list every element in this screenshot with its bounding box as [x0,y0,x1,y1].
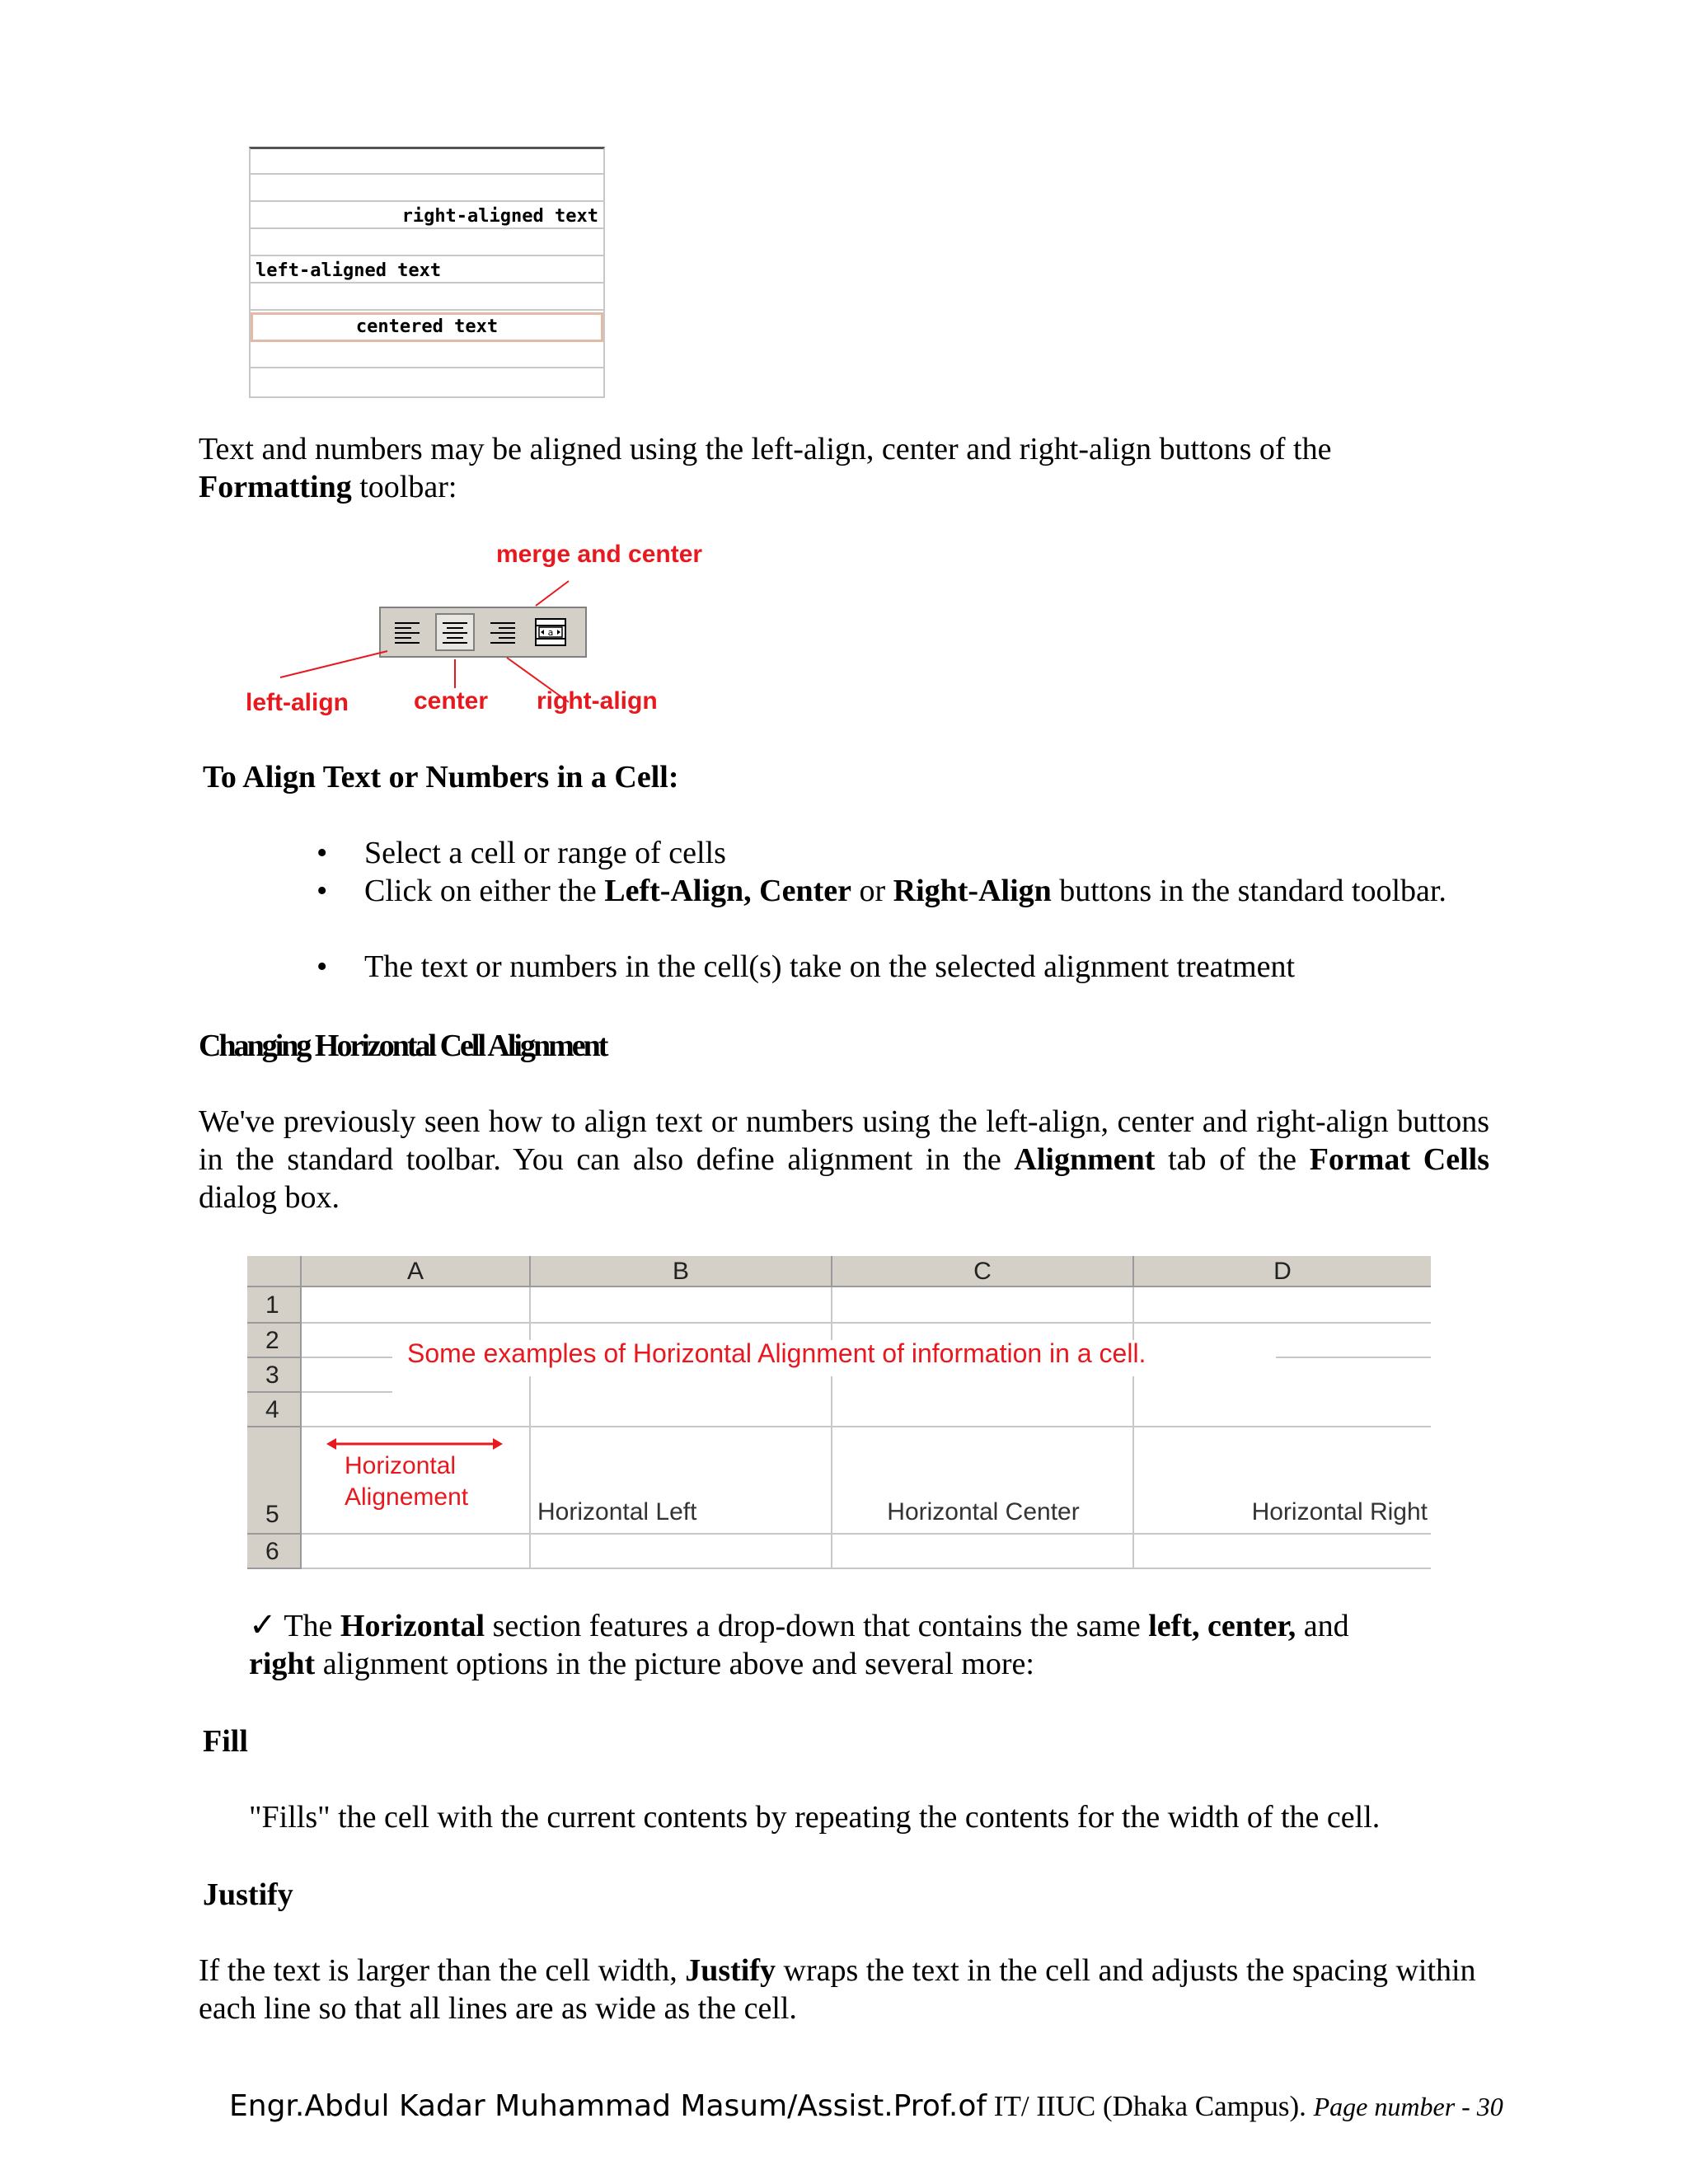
grid-line [302,1357,392,1358]
column-header: C [832,1256,1134,1287]
b2-pre: Click on either the [364,874,605,908]
b2-post: buttons in the standard toolbar. [1051,874,1447,908]
left-align-label: left-align [246,689,349,716]
grid-line [1132,1376,1134,1569]
page-footer [229,2089,1503,2123]
b2-mid: or [851,874,893,908]
p-post: dialog box. [199,1180,340,1215]
corner-cell [247,1256,302,1287]
row-header: 5 [247,1427,302,1535]
grid-line [831,1287,832,1340]
footer-page-number: Page number - 30 [1313,2092,1503,2121]
grid-line [529,1287,531,1340]
horizontal-note [249,1606,1493,1683]
note-bold1: Horizontal [340,1609,485,1643]
center-label: center [414,687,489,715]
row-header: 3 [247,1358,302,1393]
grid-line [1276,1357,1431,1358]
row-header: 6 [247,1535,302,1569]
note-pre: The [276,1609,340,1643]
column-header: A [302,1256,531,1287]
section-heading-align: To Align Text or Numbers in a Cell: [203,760,679,794]
right-align-label: right-align [537,687,658,715]
justify-post: wraps the text in the cell and adjusts the spacing within each line so that all lines are as wide as the cell. [199,1953,1476,2026]
intro-bold: Formatting [199,470,352,504]
intro-paragraph [199,430,1493,506]
row-header: 4 [247,1393,302,1427]
spreadsheet-figure [247,1256,1431,1569]
cell-horizontal-center: Horizontal Center [887,1498,1080,1526]
footer-author: Engr.Abdul Kadar Muhammad Masum/Assist.Prof.of [229,2089,987,2123]
bullet: • [316,949,328,984]
arrow-label-line1: Horizontal [345,1452,457,1479]
grid-line [831,1376,832,1569]
b2-bold1: Left-Align, Center [604,874,851,908]
section2-paragraph [199,1103,1489,1216]
b2-bold2: Right-Align [893,874,1052,908]
grid-row [251,343,603,368]
left-aligned-text: left-aligned text [256,260,442,281]
grid-row [251,231,603,256]
p-bold2: Format Cells [1309,1142,1489,1177]
note-post: alignment options in the picture above and several more: [315,1647,1034,1681]
justify-heading: Justify [203,1877,293,1912]
p-bold1: Alignment [1014,1142,1156,1177]
footer-institution: IT/ IIUC (Dhaka Campus). [987,2090,1314,2122]
grid-line [302,1426,1431,1427]
grid-row-right [251,204,603,229]
list-item [316,834,1487,872]
bullet-text: The text or numbers in the cell(s) take on the selected alignment treatment [364,949,1296,984]
svg-text:a: a [547,627,554,638]
grid-row-left [251,258,603,284]
note-mid: section features a drop-down that contains the same [485,1609,1149,1643]
justify-bold: Justify [685,1953,776,1988]
centered-text: centered text [355,316,499,337]
bullet-text: Select a cell or range of cells [364,836,726,870]
merge-and-center-label: merge and center [496,541,703,568]
note-bold3: right [249,1647,316,1681]
section-heading-horizontal: Changing Horizontal Cell Alignment [199,1029,607,1063]
alignment-demo-grid [249,147,605,398]
bullet: • [316,836,328,870]
checkmark-icon: ✓ [249,1606,277,1644]
grid-line [302,1322,1431,1324]
grid-row-selected [251,312,603,342]
bullet: • [316,874,328,908]
grid-row [251,370,603,396]
grid-line [302,1391,392,1393]
row-header: 1 [247,1287,302,1324]
justify-pre: If the text is larger than the cell width, [199,1953,686,1988]
fill-text: "Fills" the cell with the current contents by repeating the contents for the width of the cell. [249,1800,1381,1835]
grid-row [251,285,603,311]
sheet-title: Some examples of Horizontal Alignment of information in a cell. [407,1338,1146,1368]
grid-line [302,1568,1431,1569]
list-item [316,872,1462,910]
grid-row [251,149,603,175]
grid-line [1132,1287,1134,1340]
list-item [316,948,1487,986]
arrow-label [345,1451,468,1513]
intro-line: Text and numbers may be aligned using the left-align, center and right-align buttons of the [199,432,1332,466]
grid-row [251,176,603,202]
horizontal-arrow-icon [326,1436,503,1452]
fill-heading: Fill [203,1724,248,1759]
note-bold2: left, center, [1148,1609,1296,1643]
cell-horizontal-left: Horizontal Left [537,1498,697,1526]
grid-line [529,1376,531,1569]
note-and: and [1296,1609,1349,1643]
intro-rest: toolbar: [351,470,457,504]
column-header: B [531,1256,832,1287]
row-header: 2 [247,1324,302,1358]
right-aligned-text: right-aligned text [401,206,598,227]
column-header: D [1134,1256,1431,1287]
cell-horizontal-right: Horizontal Right [1251,1498,1428,1526]
bullet-text [364,872,1462,910]
p-pre: We've previously seen how to align text or numbers using the left-align, center and right-align buttons in the standard toolbar. You can also define alignment in the [199,1104,1489,1177]
grid-line [302,1533,1431,1535]
arrow-label-line2: Alignement [345,1483,469,1511]
justify-text [199,1952,1484,2027]
p-mid: tab of the [1155,1142,1310,1177]
